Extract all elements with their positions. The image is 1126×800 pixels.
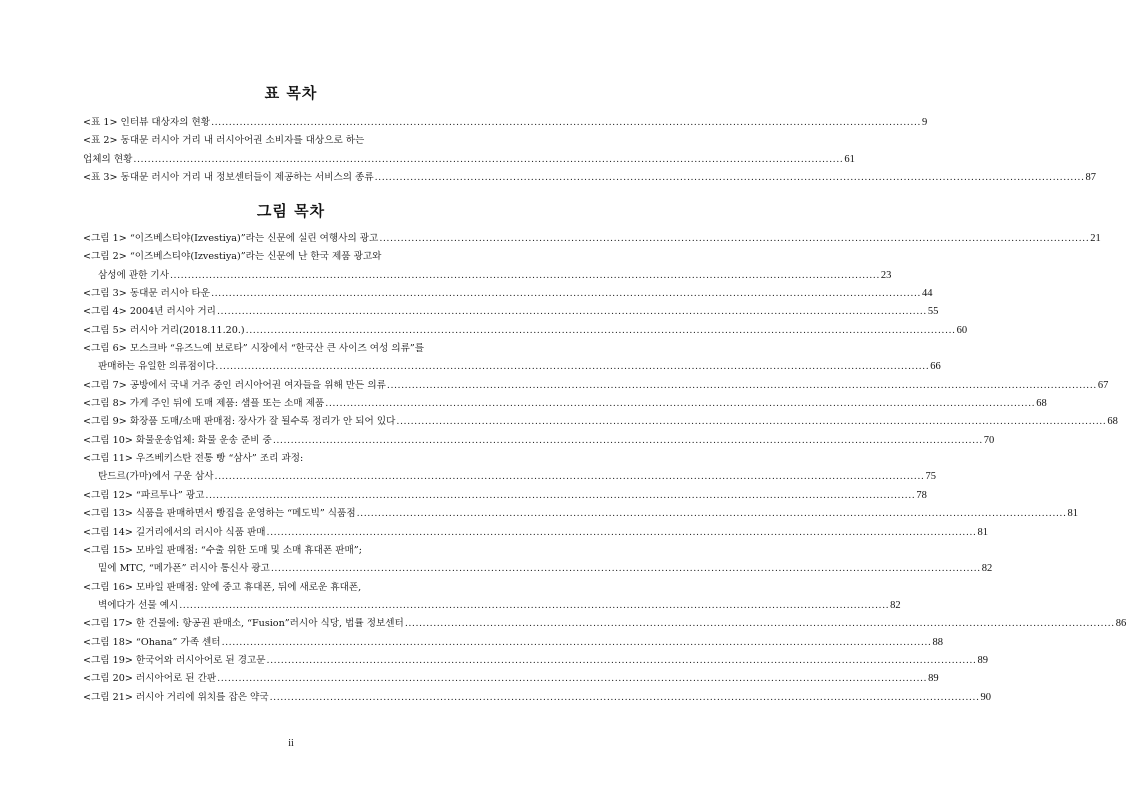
figure-toc-entry-page: 78 xyxy=(916,489,927,501)
figure-toc-entry-text: 밑에 MTC, “메가폰” 러시아 통신사 광고 xyxy=(98,563,270,575)
table-toc-entry-text: <표 2> 동대문 러시아 거리 내 러시아어권 소비자를 대상으로 하는 xyxy=(83,135,365,147)
figure-toc-entry xyxy=(83,303,939,321)
table-toc-entry-text: <표 1> 인터뷰 대상자의 현황 xyxy=(83,117,211,128)
dot-leader: ........................................................................................................................................................................................................ xyxy=(396,416,1107,428)
dot-leader: ........................................................................................................................................................................................................ xyxy=(211,117,921,128)
figure-toc-entry-text: <그림 11> 우즈베키스탄 전통 빵 “삼사” 조리 과정: xyxy=(83,453,304,465)
figure-toc-entry xyxy=(83,670,939,688)
figure-toc-entry-text: <그림 5> 러시아 거리(2018.11.20.) xyxy=(83,324,245,336)
figure-toc-entry xyxy=(83,560,993,578)
dot-leader: ........................................................................................................................................................................................................ xyxy=(179,599,890,611)
dot-leader: ........................................................................................................................................................................................................ xyxy=(221,636,932,648)
figure-toc-entry-page: 68 xyxy=(1036,398,1047,410)
dot-leader: ........................................................................................................................................................................................................ xyxy=(216,306,927,318)
figure-toc-entry xyxy=(83,432,995,450)
figure-toc-entry xyxy=(83,267,892,285)
table-toc-entry xyxy=(83,114,928,132)
dot-leader: ........................................................................................................................................................................................................ xyxy=(404,618,1115,630)
figure-toc-entry-text: <그림 17> 한 건물에: 항공권 판매소, “Fusion”러시아 식당, 법률 정보센터 xyxy=(83,618,404,630)
figure-toc-entry xyxy=(83,542,499,560)
figure-toc-entry xyxy=(83,505,1079,523)
figure-toc-entry xyxy=(83,634,943,652)
figure-toc-entry-text: <그림 8> 가게 주인 뒤에 도매 제품: 샘플 또는 소매 제품 xyxy=(83,398,325,410)
table-toc-entry-text: 업체의 현황 xyxy=(83,153,133,165)
dot-leader: ........................................................................................................................................................................................................ xyxy=(214,471,925,483)
figure-toc-entry xyxy=(83,413,1118,431)
dot-leader: ........................................................................................................................................................................................................ xyxy=(374,172,1085,184)
figure-toc-entry xyxy=(83,285,933,303)
figure-toc-entry-text: <그림 7> 공방에서 국내 거주 중인 러시아어권 여자들을 위해 만든 의류 xyxy=(83,379,386,391)
figure-toc-entry xyxy=(83,689,992,707)
figure-toc-entry xyxy=(83,487,927,505)
figure-toc-entry xyxy=(83,597,901,615)
figure-toc-entry xyxy=(83,358,941,376)
figure-toc-entry-page: 86 xyxy=(1115,618,1126,630)
dot-leader: ........................................................................................................................................................................................................ xyxy=(266,654,977,666)
figure-toc-entry-text: <그림 15> 모바일 판매점: “수출 위한 도매 및 소매 휴대폰 판매”; xyxy=(83,544,362,556)
figure-toc-entry-text: <그림 3> 동대문 러시아 타운 xyxy=(83,288,211,300)
tables-toc-list xyxy=(83,114,1097,187)
dot-leader: ........................................................................................................................................................................................................ xyxy=(211,288,921,300)
figure-toc-entry-page: 70 xyxy=(983,434,995,446)
figure-toc-entry-page: 89 xyxy=(928,673,939,685)
figure-toc-entry-text: 삼성에 관한 기사 xyxy=(98,269,169,281)
figure-toc-entry-page: 90 xyxy=(980,691,992,703)
table-toc-entry-text: <표 3> 동대문 러시아 거리 내 정보센터들이 제공하는 서비스의 종류 xyxy=(83,172,374,184)
dot-leader: ........................................................................................................................................................................................................ xyxy=(133,153,844,165)
figure-toc-entry-text: 벽에다가 선물 예시 xyxy=(98,599,179,611)
figure-toc-entry xyxy=(83,652,988,670)
dot-leader: ........................................................................................................................................................................................................ xyxy=(379,233,1090,244)
figure-toc-entry-text: <그림 19> 한국어와 러시아어로 된 경고문 xyxy=(83,654,266,666)
figure-toc-entry-page: 89 xyxy=(977,654,988,666)
figure-toc-entry-text: <그림 12> “파르투나” 광고 xyxy=(83,489,205,501)
figure-toc-entry xyxy=(83,468,936,486)
figure-toc-entry-text: <그림 20> 러시아어로 된 간판 xyxy=(83,673,217,685)
table-toc-entry-page: 87 xyxy=(1085,172,1097,184)
figure-toc-entry-page: 75 xyxy=(925,471,936,483)
figures-toc-title: 그림 목차 xyxy=(256,202,326,220)
figure-toc-entry xyxy=(83,248,499,266)
figures-toc-list xyxy=(83,230,1126,707)
figure-toc-entry xyxy=(83,322,968,340)
figure-toc-entry-text: <그림 6> 모스크바 “유즈느예 보로타” 시장에서 “한국산 큰 사이즈 여성 의류”를 xyxy=(83,343,425,355)
figure-toc-entry-page: 82 xyxy=(981,563,993,575)
dot-leader: ........................................................................................................................................................................................................ xyxy=(356,508,1067,520)
figure-toc-entry-page: 21 xyxy=(1090,233,1101,244)
figure-toc-entry-page: 44 xyxy=(921,288,933,300)
dot-leader: ........................................................................................................................................................................................................ xyxy=(169,269,880,281)
figure-toc-entry-text: <그림 18> “Ohana” 가족 센터 xyxy=(83,636,221,648)
tables-toc-title: 표 목차 xyxy=(264,84,318,102)
dot-leader: ........................................................................................................................................................................................................ xyxy=(266,526,977,538)
dot-leader: ........................................................................................................................................................................................................ xyxy=(219,361,930,373)
dot-leader: ........................................................................................................................................................................................................ xyxy=(217,673,928,685)
figure-toc-entry-page: 88 xyxy=(932,636,943,648)
figure-toc-entry-text: <그림 13> 식품을 판매하면서 빵집을 운영하는 “메도빅” 식품점 xyxy=(83,508,356,520)
dot-leader: ........................................................................................................................................................................................................ xyxy=(270,563,981,575)
table-toc-entry xyxy=(83,132,499,150)
figure-toc-entry-page: 67 xyxy=(1097,379,1109,391)
dot-leader: ........................................................................................................................................................................................................ xyxy=(269,691,980,703)
page-number: ii xyxy=(288,738,294,749)
figure-toc-entry-text: <그림 14> 길거리에서의 러시아 식품 판매 xyxy=(83,526,266,538)
figure-toc-entry-text: 탄드르(가마)에서 구운 삼사 xyxy=(98,471,214,483)
table-toc-entry-page: 9 xyxy=(921,117,928,128)
table-toc-entry xyxy=(83,169,1097,187)
dot-leader: ........................................................................................................................................................................................................ xyxy=(245,324,956,336)
figure-toc-entry-text: <그림 2> “이즈베스티야(Izvestiya)”라는 신문에 난 한국 제품 광고와 xyxy=(83,251,382,263)
figure-toc-entry-page: 81 xyxy=(1067,508,1079,520)
figure-toc-entry-text: <그림 21> 러시아 거리에 위치를 잡은 약국 xyxy=(83,691,269,703)
figure-toc-entry xyxy=(83,524,988,542)
dot-leader: ........................................................................................................................................................................................................ xyxy=(272,434,983,446)
figure-toc-entry xyxy=(83,450,499,468)
figure-toc-entry-page: 82 xyxy=(890,599,901,611)
figure-toc-entry-page: 68 xyxy=(1107,416,1118,428)
figure-toc-entry xyxy=(83,377,1109,395)
figure-toc-entry-page: 60 xyxy=(956,324,968,336)
dot-leader: ........................................................................................................................................................................................................ xyxy=(205,489,916,501)
table-toc-entry xyxy=(83,151,855,169)
figure-toc-entry-page: 55 xyxy=(927,306,939,318)
figure-toc-entry xyxy=(83,230,1101,248)
figure-toc-entry-text: <그림 4> 2004년 러시아 거리 xyxy=(83,306,216,318)
figure-toc-entry xyxy=(83,395,1047,413)
figure-toc-entry-page: 81 xyxy=(977,526,988,538)
figure-toc-entry-text: 판매하는 유일한 의류점이다. xyxy=(98,361,219,373)
figure-toc-entry-text: <그림 1> “이즈베스티야(Izvestiya)”라는 신문에 실린 여행사의 광고 xyxy=(83,233,379,244)
table-toc-entry-page: 61 xyxy=(844,153,855,165)
figure-toc-entry-page: 23 xyxy=(880,269,892,281)
figure-toc-entry-page: 66 xyxy=(930,361,941,373)
figure-toc-entry xyxy=(83,340,499,358)
figure-toc-entry xyxy=(83,579,499,597)
dot-leader: ........................................................................................................................................................................................................ xyxy=(386,379,1097,391)
figure-toc-entry-text: <그림 16> 모바일 판매점: 앞에 중고 휴대폰, 뒤에 새로운 휴대폰, xyxy=(83,581,362,593)
figure-toc-entry xyxy=(83,615,1126,633)
dot-leader: ........................................................................................................................................................................................................ xyxy=(325,398,1036,410)
figure-toc-entry-text: <그림 10> 화물운송업체: 화물 운송 준비 중 xyxy=(83,434,272,446)
figure-toc-entry-text: <그림 9> 화장품 도매/소매 판매점: 장사가 잘 될수록 정리가 안 되어 있다 xyxy=(83,416,396,428)
